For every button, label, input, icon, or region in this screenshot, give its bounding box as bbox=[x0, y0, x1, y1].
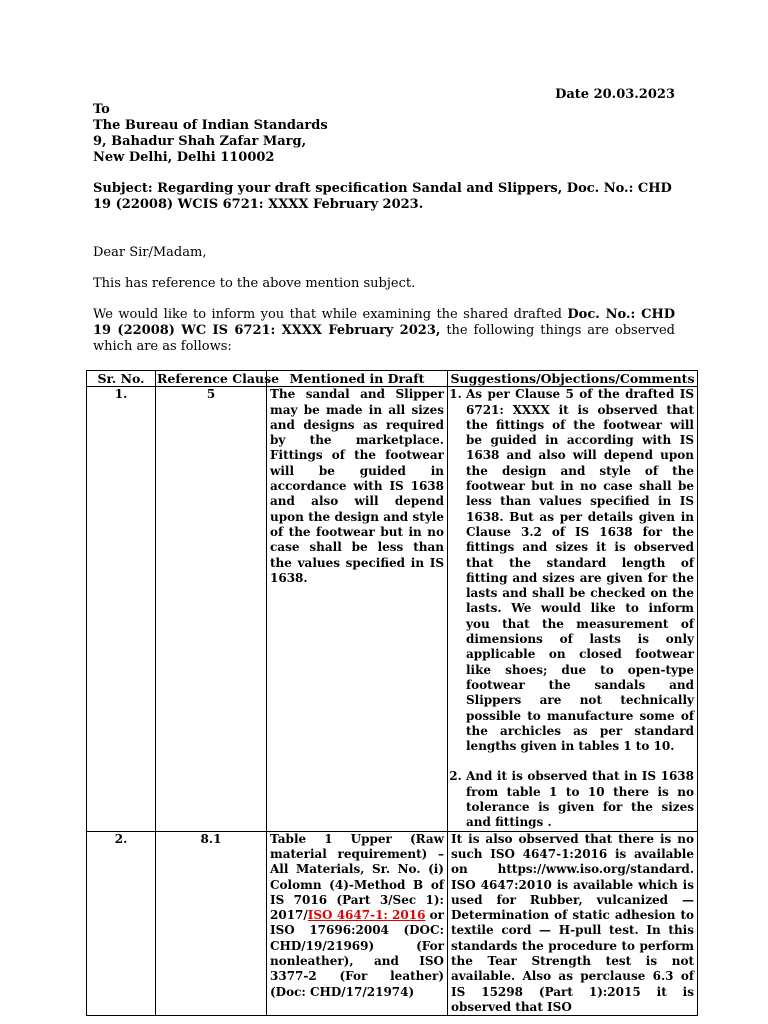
row1-sr-no: 1. bbox=[87, 387, 156, 831]
intro-text-2: the following things are observed which are as follows: bbox=[93, 323, 675, 354]
row1-comments bbox=[448, 387, 698, 831]
row2-draft-part-2: or ISO 17696:2004 (DOC: CHD/19/21969) (For nonleather), and ISO 3377-2 (For leather) (Doc: CHD/17/21974) bbox=[270, 908, 444, 999]
header-suggestions: Suggestions/Objections/Comments bbox=[448, 371, 698, 387]
intro-doc-number: Doc. No.: CHD 19 (22008) WC IS 6721: XXXX February 2023, bbox=[93, 307, 675, 338]
intro-paragraph bbox=[93, 307, 675, 355]
row2-comment: It is also observed that there is no such ISO 4647-1:2016 is available on https://www.iso.org/standard. ISO 4647:2010 is available which is used for Rubber, vulcanized — Determination of static adhesion to textile cord — H-pull test. In this standards the procedure to perform the Tear Strength test is not available. Also as perclause 6.3 of IS 15298 (Part 1):2015 it is observed that ISO bbox=[448, 831, 698, 1016]
address-line-2: New Delhi, Delhi 110002 bbox=[93, 150, 275, 165]
header-sr-no: Sr. No. bbox=[87, 371, 156, 387]
row1-clause: 5 bbox=[156, 387, 267, 831]
row2-sr-no: 2. bbox=[87, 831, 156, 1016]
recipient-address bbox=[93, 102, 328, 166]
header-mentioned-in-draft: Mentioned in Draft bbox=[267, 371, 448, 387]
address-line-1: 9, Bahadur Shah Zafar Marg, bbox=[93, 134, 307, 149]
row1-comment-list bbox=[451, 387, 694, 830]
iso-4647-link[interactable]: ISO 4647-1: 2016 bbox=[307, 908, 426, 923]
letter-date: Date 20.03.2023 bbox=[555, 87, 675, 102]
table-row bbox=[87, 831, 698, 1016]
intro-text-1: We would like to inform you that while examining the shared drafted bbox=[93, 307, 568, 322]
to-label: To bbox=[93, 102, 110, 117]
row2-clause: 8.1 bbox=[156, 831, 267, 1016]
row2-draft-part-1: Table 1 Upper (Raw material requirement) –All Materials, Sr. No. (i) Colomn (4)-Method B of IS 7016 (Part 3/Sec 1): 2017/ bbox=[270, 831, 444, 923]
row1-comment-2: 2. And it is observed that in IS 1638 from table 1 to 10 there is no tolerance is given for the sizes and fittings . bbox=[466, 769, 694, 830]
table-header-row bbox=[87, 371, 698, 387]
row2-draft-text bbox=[267, 831, 448, 1016]
row1-comment-1: 1. As per Clause 5 of the drafted IS 6721: XXXX it is observed that the fittings of the footwear will be guided in according with IS 1638 and also will depend upon the design and style of the footwear but in no case shall be less than values specified in IS 1638. But as per details given in Clause 3.2 of IS 1638 for the fittings and sizes it is observed that the standard length of fitting and sizes are given for the lasts and shall be checked on the lasts. We would like to inform you that the measurement of dimensions of lasts is only applicable on closed footwear like shoes; due to open-type footwear the sandals and Slippers are not technically possible to manufacture some of the archicles as per standard lengths given in tables 1 to 10. bbox=[466, 387, 694, 754]
salutation: Dear Sir/Madam, bbox=[93, 245, 207, 260]
reference-line: This has reference to the above mention subject. bbox=[93, 276, 416, 291]
addressee-name: The Bureau of Indian Standards bbox=[93, 118, 328, 133]
table-row bbox=[87, 387, 698, 831]
subject-line: Subject: Regarding your draft specification Sandal and Slippers, Doc. No.: CHD 19 (22008) WCIS 6721: XXXX February 2023. bbox=[93, 181, 672, 212]
observations-table bbox=[86, 370, 698, 1016]
header-reference-clause: Reference Clause bbox=[157, 371, 280, 386]
row1-draft-text: The sandal and Slipper may be made in all sizes and designs as required by the marketplace. Fittings of the footwear will be guided in accordance with IS 1638 and also will depend upon the design and style of the footwear but in no case shall be less than the values specified in IS 1638. bbox=[267, 387, 448, 831]
